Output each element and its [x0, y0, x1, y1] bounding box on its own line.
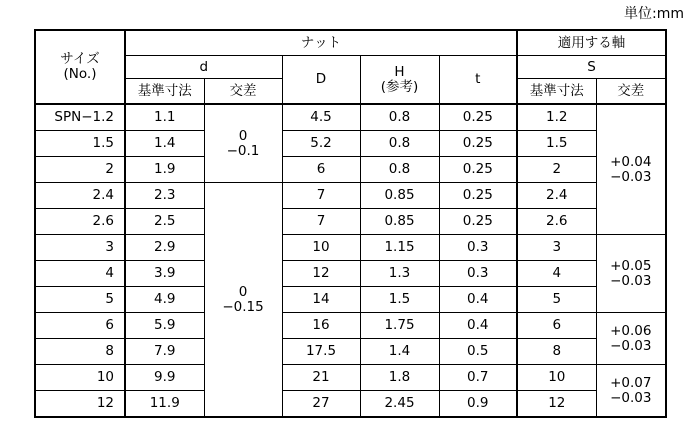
S-cell: 1.5 [517, 131, 596, 157]
S-tolerance-lower: −0.03 [610, 168, 652, 185]
table-row [35, 287, 666, 313]
D-cell: 7 [282, 183, 360, 209]
D-cell: 5.2 [282, 131, 360, 157]
H-cell: 1.8 [360, 365, 439, 391]
table-row [35, 104, 666, 131]
d-cell: 3.9 [125, 261, 204, 287]
d-tolerance-lower: −0.15 [222, 298, 264, 315]
size-cell: 1.5 [35, 131, 125, 157]
t-header: t [439, 56, 517, 105]
t-cell: 0.4 [439, 313, 517, 339]
table-row [35, 313, 666, 339]
nut-header: ナット [125, 30, 517, 56]
S-tolerance-cell [596, 104, 666, 235]
applicable-axis-header: 適用する軸 [517, 30, 666, 56]
size-header [35, 30, 125, 104]
table-row [35, 131, 666, 157]
H-cell: 0.85 [360, 183, 439, 209]
H-cell: 1.3 [360, 261, 439, 287]
d-header: d [125, 56, 282, 79]
t-cell: 0.25 [439, 131, 517, 157]
table-row [35, 157, 666, 183]
H-cell: 1.75 [360, 313, 439, 339]
d-cell: 11.9 [125, 391, 204, 418]
d-tolerance-header: 交差 [204, 79, 282, 105]
size-cell: SPN−1.2 [35, 104, 125, 131]
d-cell: 7.9 [125, 339, 204, 365]
d-tolerance-lower: −0.1 [226, 142, 260, 159]
t-cell: 0.5 [439, 339, 517, 365]
D-cell: 7 [282, 209, 360, 235]
D-cell: 21 [282, 365, 360, 391]
size-cell: 6 [35, 313, 125, 339]
S-tolerance-upper: +0.04 [610, 153, 652, 170]
D-cell: 12 [282, 261, 360, 287]
S-cell: 12 [517, 391, 596, 418]
t-cell: 0.4 [439, 287, 517, 313]
H-cell: 0.8 [360, 157, 439, 183]
t-cell: 0.25 [439, 104, 517, 131]
d-tolerance-cell [204, 104, 282, 183]
table-row [35, 391, 666, 418]
S-tolerance-upper: +0.06 [610, 322, 652, 339]
d-tolerance-upper: 0 [238, 127, 248, 144]
size-cell: 2.6 [35, 209, 125, 235]
H-cell: 1.15 [360, 235, 439, 261]
table-row [35, 235, 666, 261]
D-cell: 27 [282, 391, 360, 418]
H-cell: 0.85 [360, 209, 439, 235]
unit-label: 単位:mm [624, 6, 684, 22]
S-cell: 2.4 [517, 183, 596, 209]
t-cell: 0.3 [439, 235, 517, 261]
d-cell: 2.5 [125, 209, 204, 235]
D-cell: 4.5 [282, 104, 360, 131]
S-tolerance-cell [596, 235, 666, 313]
size-cell: 3 [35, 235, 125, 261]
S-tolerance-lower: −0.03 [610, 389, 652, 406]
d-cell: 2.3 [125, 183, 204, 209]
table-row [35, 339, 666, 365]
H-header-sub: (参考) [380, 78, 419, 95]
D-cell: 17.5 [282, 339, 360, 365]
size-cell: 5 [35, 287, 125, 313]
t-cell: 0.7 [439, 365, 517, 391]
D-cell: 6 [282, 157, 360, 183]
d-cell: 4.9 [125, 287, 204, 313]
S-tolerance-header: 交差 [596, 79, 666, 105]
D-cell: 10 [282, 235, 360, 261]
t-cell: 0.9 [439, 391, 517, 418]
H-cell: 1.4 [360, 339, 439, 365]
d-cell: 1.4 [125, 131, 204, 157]
S-cell: 4 [517, 261, 596, 287]
S-tolerance-lower: −0.03 [610, 272, 652, 289]
H-cell: 1.5 [360, 287, 439, 313]
d-tolerance-cell [204, 183, 282, 418]
d-cell: 5.9 [125, 313, 204, 339]
size-cell: 2 [35, 157, 125, 183]
table-row [35, 209, 666, 235]
S-header: S [517, 56, 666, 79]
d-cell: 1.1 [125, 104, 204, 131]
t-cell: 0.25 [439, 209, 517, 235]
S-cell: 3 [517, 235, 596, 261]
d-cell: 1.9 [125, 157, 204, 183]
t-cell: 0.25 [439, 183, 517, 209]
d-cell: 2.9 [125, 235, 204, 261]
D-header: D [282, 56, 360, 105]
H-cell: 2.45 [360, 391, 439, 418]
H-header-label: H [394, 63, 405, 80]
S-tolerance-lower: −0.03 [610, 337, 652, 354]
size-header-label: サイズ [60, 51, 100, 67]
d-nominal-header: 基準寸法 [125, 79, 204, 105]
S-tolerance-upper: +0.05 [610, 257, 652, 274]
S-cell: 2.6 [517, 209, 596, 235]
size-cell: 10 [35, 365, 125, 391]
S-tolerance-upper: +0.07 [610, 374, 652, 391]
S-cell: 6 [517, 313, 596, 339]
S-cell: 5 [517, 287, 596, 313]
H-cell: 0.8 [360, 104, 439, 131]
t-cell: 0.25 [439, 157, 517, 183]
table-row [35, 365, 666, 391]
size-cell: 4 [35, 261, 125, 287]
table-row [35, 261, 666, 287]
S-cell: 10 [517, 365, 596, 391]
d-cell: 9.9 [125, 365, 204, 391]
H-cell: 0.8 [360, 131, 439, 157]
spec-table [34, 29, 667, 418]
size-cell: 12 [35, 391, 125, 418]
D-cell: 14 [282, 287, 360, 313]
S-nominal-header: 基準寸法 [517, 79, 596, 105]
size-cell: 2.4 [35, 183, 125, 209]
d-tolerance-upper: 0 [238, 283, 248, 300]
S-cell: 1.2 [517, 104, 596, 131]
S-tolerance-cell [596, 313, 666, 365]
S-cell: 2 [517, 157, 596, 183]
S-cell: 8 [517, 339, 596, 365]
H-header [360, 56, 439, 105]
D-cell: 16 [282, 313, 360, 339]
S-tolerance-cell [596, 365, 666, 418]
size-header-sub: (No.) [63, 66, 97, 82]
t-cell: 0.3 [439, 261, 517, 287]
size-cell: 8 [35, 339, 125, 365]
table-row [35, 183, 666, 209]
